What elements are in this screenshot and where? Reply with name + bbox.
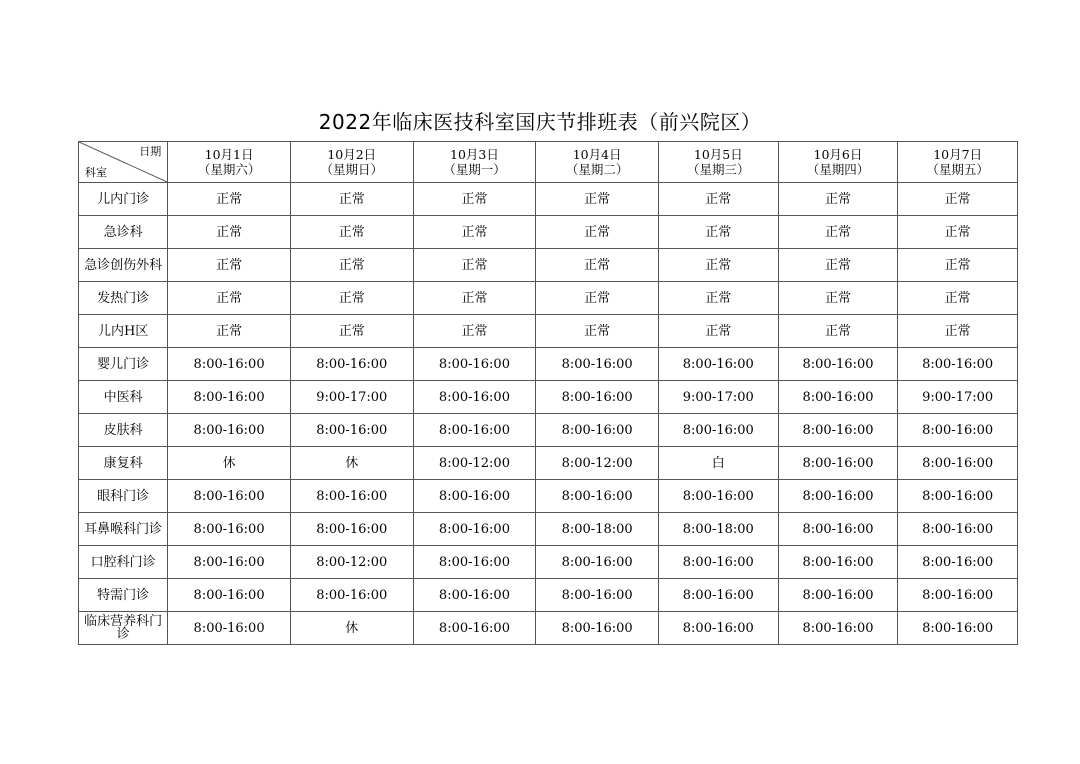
schedule-cell: 正常 [778, 282, 898, 315]
schedule-cell: 8:00-16:00 [168, 546, 291, 579]
schedule-cell: 9:00-17:00 [290, 381, 413, 414]
schedule-cell: 8:00-16:00 [168, 381, 291, 414]
schedule-cell: 8:00-16:00 [536, 546, 659, 579]
schedule-cell: 8:00-16:00 [168, 348, 291, 381]
corner-header-cell [79, 142, 168, 183]
schedule-cell: 正常 [658, 216, 778, 249]
schedule-cell: 8:00-16:00 [168, 414, 291, 447]
schedule-cell: 8:00-16:00 [413, 612, 536, 645]
schedule-cell: 8:00-16:00 [413, 381, 536, 414]
schedule-cell: 8:00-16:00 [898, 480, 1018, 513]
schedule-cell: 正常 [413, 249, 536, 282]
schedule-cell: 正常 [536, 216, 659, 249]
dept-cell: 特需门诊 [79, 579, 168, 612]
schedule-cell: 8:00-16:00 [778, 579, 898, 612]
schedule-cell: 8:00-16:00 [898, 348, 1018, 381]
dept-cell: 急诊创伤外科 [79, 249, 168, 282]
schedule-cell: 8:00-16:00 [658, 546, 778, 579]
schedule-table [78, 141, 1018, 645]
schedule-cell: 8:00-16:00 [778, 546, 898, 579]
schedule-cell: 8:00-16:00 [413, 414, 536, 447]
day-header [168, 142, 291, 183]
schedule-cell: 正常 [778, 216, 898, 249]
dept-cell: 儿内门诊 [79, 183, 168, 216]
day-date: 10月5日 [693, 147, 743, 162]
page-title: 2022年临床医技科室国庆节排班表（前兴院区） [318, 110, 762, 134]
schedule-cell: 8:00-16:00 [290, 414, 413, 447]
schedule-cell: 8:00-16:00 [536, 612, 659, 645]
schedule-cell: 8:00-16:00 [898, 447, 1018, 480]
table-row [79, 216, 1018, 249]
schedule-cell: 8:00-16:00 [290, 513, 413, 546]
dept-cell: 耳鼻喉科门诊 [79, 513, 168, 546]
schedule-cell: 休 [290, 447, 413, 480]
schedule-cell: 正常 [658, 249, 778, 282]
day-date: 10月1日 [204, 147, 254, 162]
dept-cell: 口腔科门诊 [79, 546, 168, 579]
schedule-cell: 8:00-16:00 [898, 546, 1018, 579]
schedule-cell: 正常 [536, 249, 659, 282]
schedule-cell: 正常 [898, 249, 1018, 282]
schedule-cell: 8:00-12:00 [413, 447, 536, 480]
day-header [898, 142, 1018, 183]
schedule-cell: 正常 [658, 282, 778, 315]
schedule-cell: 8:00-12:00 [536, 447, 659, 480]
schedule-cell: 正常 [290, 183, 413, 216]
table-row [79, 348, 1018, 381]
day-weekday: （星期日） [320, 162, 384, 177]
table-row [79, 183, 1018, 216]
dept-cell: 眼科门诊 [79, 480, 168, 513]
table-row [79, 513, 1018, 546]
schedule-cell: 正常 [168, 282, 291, 315]
dept-cell: 临床营养科门诊 [79, 612, 168, 645]
schedule-cell: 正常 [290, 282, 413, 315]
corner-dept-label: 科室 [85, 166, 107, 179]
schedule-cell: 正常 [168, 315, 291, 348]
day-weekday: （星期六） [197, 162, 261, 177]
dept-cell: 中医科 [79, 381, 168, 414]
dept-cell: 发热门诊 [79, 282, 168, 315]
schedule-cell: 8:00-16:00 [658, 612, 778, 645]
schedule-cell: 正常 [778, 315, 898, 348]
dept-cell: 急诊科 [79, 216, 168, 249]
schedule-cell: 8:00-12:00 [290, 546, 413, 579]
dept-cell: 儿内H区 [79, 315, 168, 348]
table-row [79, 447, 1018, 480]
schedule-cell: 正常 [413, 282, 536, 315]
schedule-cell: 9:00-17:00 [898, 381, 1018, 414]
schedule-cell: 正常 [536, 315, 659, 348]
schedule-cell: 正常 [168, 183, 291, 216]
table-row [79, 546, 1018, 579]
day-date: 10月3日 [450, 147, 499, 162]
schedule-cell: 正常 [290, 216, 413, 249]
schedule-cell: 8:00-16:00 [778, 414, 898, 447]
schedule-cell: 8:00-16:00 [168, 579, 291, 612]
schedule-cell: 8:00-16:00 [658, 348, 778, 381]
schedule-cell: 8:00-16:00 [658, 480, 778, 513]
schedule-cell: 正常 [658, 315, 778, 348]
schedule-cell: 正常 [168, 216, 291, 249]
schedule-cell: 8:00-16:00 [778, 612, 898, 645]
schedule-cell: 8:00-16:00 [413, 513, 536, 546]
day-date: 10月4日 [572, 147, 622, 162]
day-header [536, 142, 659, 183]
dept-cell: 康复科 [79, 447, 168, 480]
schedule-cell: 8:00-16:00 [536, 480, 659, 513]
schedule-cell: 8:00-16:00 [536, 579, 659, 612]
schedule-cell: 8:00-16:00 [168, 513, 291, 546]
schedule-cell: 白 [658, 447, 778, 480]
table-row [79, 381, 1018, 414]
day-header [290, 142, 413, 183]
schedule-cell: 正常 [898, 282, 1018, 315]
table-row [79, 249, 1018, 282]
schedule-cell: 8:00-16:00 [658, 414, 778, 447]
day-weekday: （星期二） [565, 162, 629, 177]
table-row [79, 282, 1018, 315]
schedule-cell: 正常 [413, 183, 536, 216]
table-row [79, 315, 1018, 348]
schedule-cell: 8:00-16:00 [898, 414, 1018, 447]
day-date: 10月7日 [933, 147, 983, 162]
schedule-cell: 8:00-16:00 [778, 348, 898, 381]
schedule-cell: 8:00-16:00 [536, 414, 659, 447]
schedule-cell: 8:00-16:00 [536, 348, 659, 381]
schedule-cell: 8:00-16:00 [658, 579, 778, 612]
header-row [79, 142, 1018, 183]
schedule-cell: 正常 [898, 216, 1018, 249]
day-weekday: （星期三） [687, 162, 750, 177]
schedule-cell: 正常 [778, 249, 898, 282]
schedule-cell: 8:00-16:00 [413, 480, 536, 513]
day-header [658, 142, 778, 183]
schedule-cell: 8:00-16:00 [778, 381, 898, 414]
schedule-cell: 8:00-18:00 [536, 513, 659, 546]
schedule-cell: 8:00-16:00 [536, 381, 659, 414]
schedule-cell: 正常 [658, 183, 778, 216]
schedule-cell: 8:00-16:00 [168, 612, 291, 645]
day-header [778, 142, 898, 183]
table-row [79, 480, 1018, 513]
schedule-cell: 8:00-16:00 [898, 513, 1018, 546]
schedule-cell: 8:00-16:00 [413, 579, 536, 612]
schedule-cell: 8:00-16:00 [413, 348, 536, 381]
schedule-cell: 休 [168, 447, 291, 480]
schedule-cell: 8:00-16:00 [413, 546, 536, 579]
schedule-cell: 9:00-17:00 [658, 381, 778, 414]
table-row [79, 579, 1018, 612]
day-weekday: （星期一） [443, 162, 506, 177]
dept-cell: 皮肤科 [79, 414, 168, 447]
schedule-cell: 正常 [536, 183, 659, 216]
schedule-cell: 8:00-16:00 [168, 480, 291, 513]
schedule-cell: 正常 [290, 249, 413, 282]
schedule-cell: 8:00-16:00 [778, 513, 898, 546]
dept-cell: 婴儿门诊 [79, 348, 168, 381]
day-date: 10月2日 [327, 147, 377, 162]
schedule-cell: 8:00-16:00 [898, 612, 1018, 645]
table-row [79, 612, 1018, 645]
schedule-cell: 8:00-16:00 [290, 348, 413, 381]
day-weekday: （星期五） [926, 162, 989, 177]
schedule-cell: 正常 [168, 249, 291, 282]
schedule-cell: 8:00-16:00 [898, 579, 1018, 612]
schedule-cell: 正常 [290, 315, 413, 348]
schedule-cell: 正常 [536, 282, 659, 315]
schedule-cell: 8:00-16:00 [290, 480, 413, 513]
schedule-cell: 休 [290, 612, 413, 645]
schedule-cell: 正常 [413, 216, 536, 249]
day-header [413, 142, 536, 183]
schedule-cell: 正常 [898, 315, 1018, 348]
table-row [79, 414, 1018, 447]
schedule-cell: 正常 [413, 315, 536, 348]
schedule-cell: 8:00-16:00 [290, 579, 413, 612]
corner-date-label: 日期 [139, 145, 162, 158]
day-date: 10月6日 [813, 147, 863, 162]
schedule-cell: 正常 [898, 183, 1018, 216]
schedule-cell: 8:00-16:00 [778, 480, 898, 513]
schedule-cell: 正常 [778, 183, 898, 216]
schedule-cell: 8:00-16:00 [778, 447, 898, 480]
schedule-cell: 8:00-18:00 [658, 513, 778, 546]
day-weekday: （星期四） [806, 162, 870, 177]
